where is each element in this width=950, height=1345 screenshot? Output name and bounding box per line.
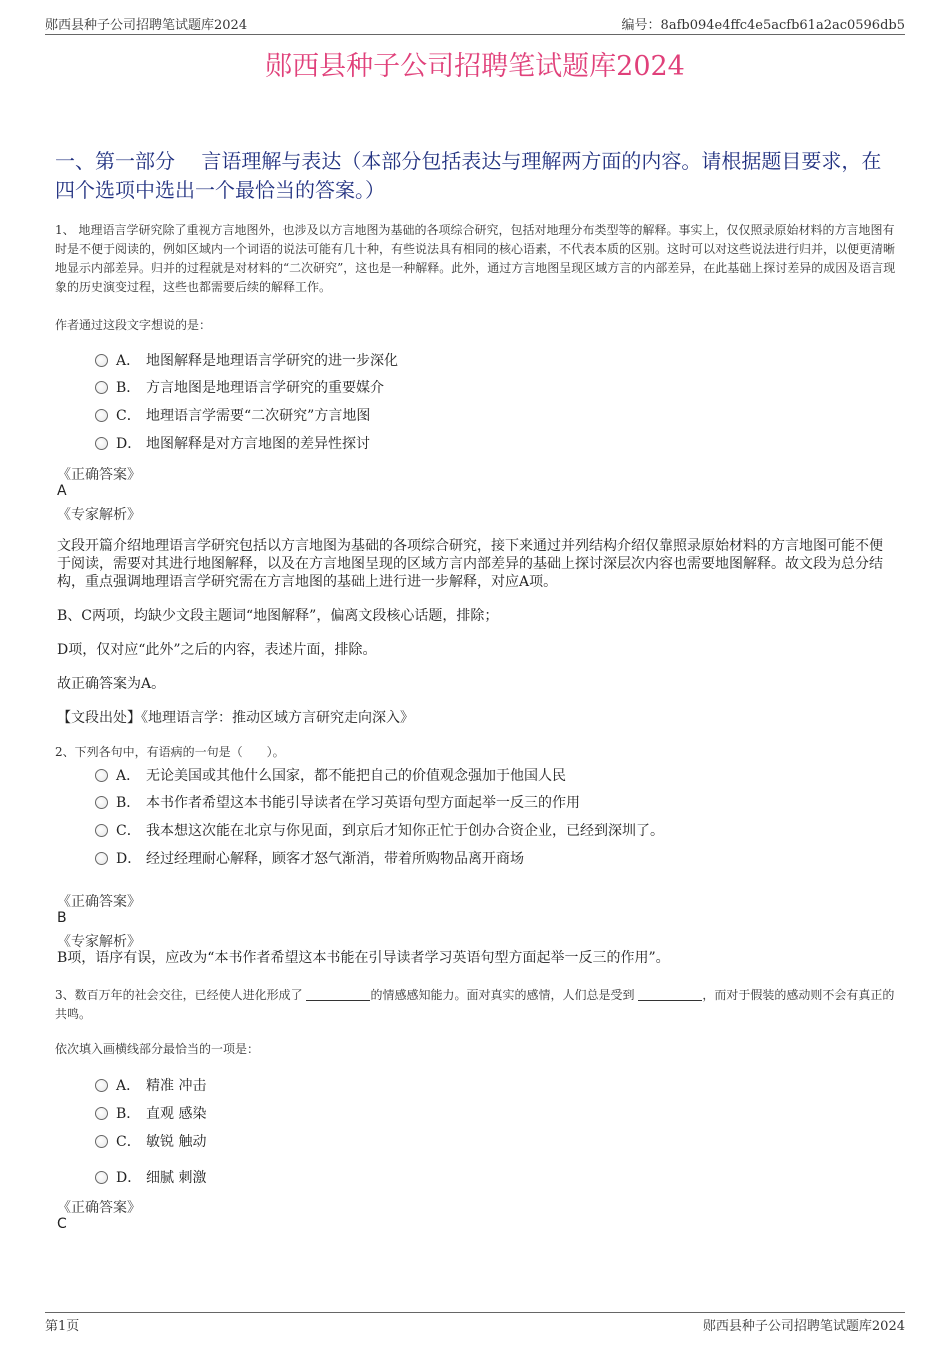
q1-answer-label: 《正确答案》	[57, 467, 141, 483]
q2-option-a[interactable]: A． 无论美国或其他什么国家，都不能把自己的价值观念强加于他国人民	[95, 765, 566, 787]
q1-option-c[interactable]: C． 地理语言学需要“二次研究”方言地图	[95, 405, 370, 427]
radio-icon[interactable]	[95, 354, 108, 367]
radio-icon[interactable]	[95, 437, 108, 450]
blank-line	[306, 988, 370, 1001]
radio-icon[interactable]	[95, 1171, 108, 1184]
blank-line	[638, 988, 702, 1001]
radio-icon[interactable]	[95, 409, 108, 422]
header-doc-title: 郧西县种子公司招聘笔试题库2024	[45, 18, 248, 33]
radio-icon[interactable]	[95, 824, 108, 837]
q2-option-b[interactable]: B． 本书作者希望这本书能引导读者在学习英语句型方面起举一反三的作用	[95, 792, 580, 814]
q2-analysis: B项，语序有误，应改为“本书作者希望这本书能在引导读者学习英语句型方面起举一反三的作用”。	[57, 950, 670, 966]
q2-answer-label: 《正确答案》	[57, 894, 141, 910]
section-heading: 一、第一部分 言语理解与表达（本部分包括表达与理解两方面的内容。请根据题目要求，在四个选项中选出一个最恰当的答案。）	[55, 149, 882, 202]
q3-option-d[interactable]: D． 细腻 刺激	[95, 1167, 206, 1189]
q3-option-c[interactable]: C． 敏锐 触动	[95, 1131, 206, 1153]
q2-option-d[interactable]: D． 经过经理耐心解释，顾客才怒气渐消，带着所购物品离开商场	[95, 848, 524, 870]
footer-doc-title: 郧西县种子公司招聘笔试题库2024	[702, 1319, 905, 1334]
q1-analysis-para: 文段开篇介绍地理语言学研究包括以方言地图为基础的各项综合研究，接下来通过并列结构介绍仅靠照录原始材料的方言地图可能不便于阅读，需要对其进行地图解释，以及在方言地图呈现的区域方言内部差异的基础上探讨深层次内容也需要地图解释。故文段为总分结构，重点强调地理语言学研究需在方言地图的基础上进行进一步解释，对应A项。	[57, 538, 883, 590]
q1-stem: 1、 地理语言学研究除了重视方言地图外，也涉及以方言地图为基础的各项综合研究，包括对地理分布类型等的解释。事实上，仅仅照录原始材料的方言地图有时是不便于阅读的，例如区域内一个词语的说法可能有几十种，有些说法具有相同的核心语素，不代表本质的区别。这时可以对这些说法进行归并，以便更清晰地显示内部差异。归并的过程就是对材料的“二次研究”，这也是一种解释。此外，通过方言地图呈现区域方言的内部差异，在此基础上探讨差异的成因及语言现象的历史演变过程，这些也都需要后续的解释工作。	[55, 223, 896, 294]
page-header	[45, 14, 905, 35]
q3-option-b[interactable]: B． 直观 感染	[95, 1103, 206, 1125]
header-doc-id: 编号：8afb094e4ffc4e5acfb61a2ac0596db5	[621, 18, 905, 33]
q1-analysis-conclusion: 故正确答案为A。	[57, 676, 166, 692]
page-title: 郧西县种子公司招聘笔试题库2024	[265, 51, 685, 82]
q1-source: 【文段出处】《地理语言学：推动区域方言研究走向深入》	[57, 710, 414, 726]
q3-option-a[interactable]: A． 精准 冲击	[95, 1075, 206, 1097]
radio-icon[interactable]	[95, 769, 108, 782]
page-footer	[45, 1312, 905, 1333]
radio-icon[interactable]	[95, 1079, 108, 1092]
q2-analysis-label: 《专家解析》	[57, 934, 141, 950]
radio-icon[interactable]	[95, 1107, 108, 1120]
q1-option-b[interactable]: B． 方言地图是地理语言学研究的重要媒介	[95, 377, 384, 399]
q3-stem: 3、数百万年的社会交往，已经使人进化形成了 的情感感知能力。面对真实的感情，人们总是受到 ，而对于假装的感动则不会有真正的共鸣。	[55, 988, 895, 1021]
q3-prompt: 依次填入画横线部分最恰当的一项是：	[55, 1042, 260, 1056]
q2-answer: B	[57, 910, 67, 926]
q2-stem: 2、下列各句中，有语病的一句是（ ）。	[55, 745, 285, 759]
q1-prompt: 作者通过这段文字想说的是：	[55, 318, 212, 332]
radio-icon[interactable]	[95, 381, 108, 394]
radio-icon[interactable]	[95, 852, 108, 865]
radio-icon[interactable]	[95, 796, 108, 809]
q1-option-d[interactable]: D． 地图解释是对方言地图的差异性探讨	[95, 433, 370, 455]
q1-analysis-label: 《专家解析》	[57, 507, 141, 523]
q2-option-c[interactable]: C． 我本想这次能在北京与你见面，到京后才知你正忙于创办合资企业，已经到深圳了。	[95, 820, 664, 842]
q1-answer: A	[57, 483, 67, 499]
q1-analysis-bc: B、C两项，均缺少文段主题词“地图解释”，偏离文段核心话题，排除；	[57, 608, 499, 624]
q3-answer-label: 《正确答案》	[57, 1200, 141, 1216]
radio-icon[interactable]	[95, 1135, 108, 1148]
q3-answer: C	[57, 1216, 67, 1232]
page-number: 第1页	[45, 1319, 80, 1334]
q1-option-a[interactable]: A． 地图解释是地理语言学研究的进一步深化	[95, 350, 398, 372]
q1-analysis-d: D项，仅对应“此外”之后的内容，表述片面，排除。	[57, 642, 377, 658]
